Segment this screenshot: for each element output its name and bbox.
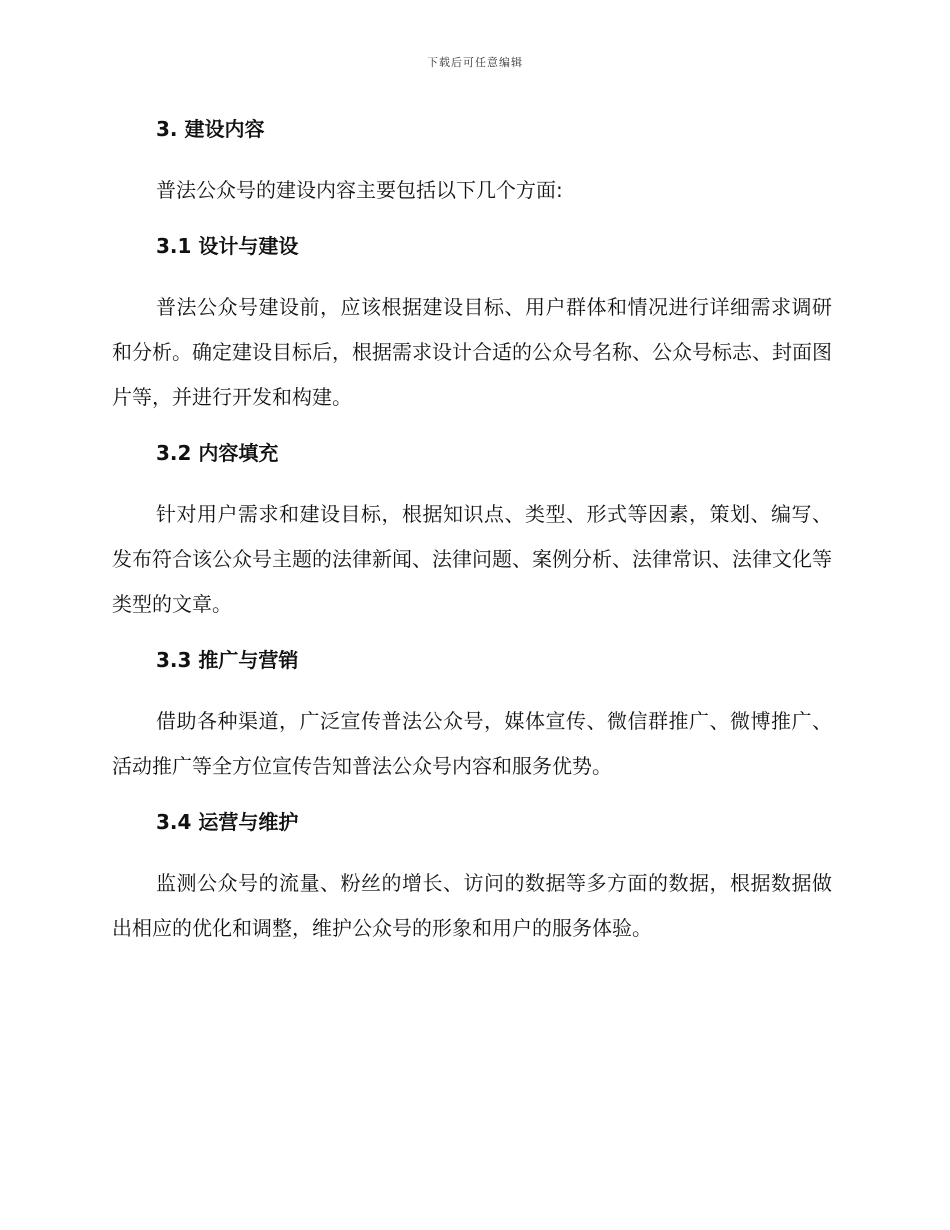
subsection-body-3-1: 普法公众号建设前，应该根据建设目标、用户群体和情况进行详细需求调研和分析。确定建设目标后，根据需求设计合适的公众号名称、公众号标志、封面图片等，并进行开发和构建。 (112, 295, 832, 409)
subsection-body-3-2: 针对用户需求和建设目标，根据知识点、类型、形式等因素，策划、编写、发布符合该公众号主题的法律新闻、法律问题、案例分析、法律常识、法律文化等类型的文章。 (112, 502, 832, 616)
document-content (112, 110, 832, 965)
subsection-title-3-3: 3.3 推广与营销 (156, 648, 299, 672)
subsection-title-3-4: 3.4 运营与维护 (156, 810, 299, 834)
section-intro: 普法公众号的建设内容主要包括以下几个方面: (156, 178, 563, 202)
subsection-body-3-4: 监测公众号的流量、粉丝的增长、访问的数据等多方面的数据，根据数据做出相应的优化和调整，维护公众号的形象和用户的服务体验。 (112, 871, 832, 940)
section-title: 3. 建设内容 (156, 117, 265, 141)
header-note: 下载后可任意编辑 (427, 56, 523, 69)
subsection-title-3-1: 3.1 设计与建设 (156, 234, 299, 258)
subsection-body-3-3: 借助各种渠道，广泛宣传普法公众号，媒体宣传、微信群推广、微博推广、活动推广等全方位宣传告知普法公众号内容和服务优势。 (112, 709, 832, 778)
subsection-title-3-2: 3.2 内容填充 (156, 441, 279, 465)
